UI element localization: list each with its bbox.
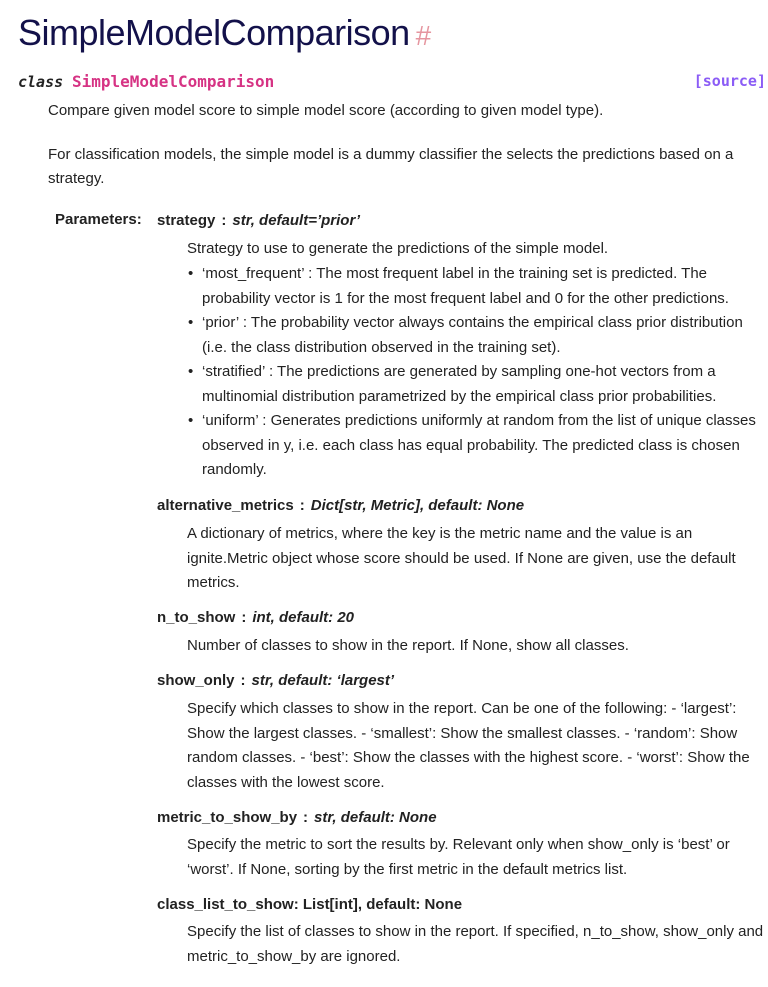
param-name: show_only [157, 672, 235, 689]
param-separator: : [299, 497, 305, 514]
param-alternative-metrics-description: A dictionary of metrics, where the key is the metric name and the value is an ignite.Metric object whose score should be used. If None are given, use the default metrics. [187, 525, 736, 591]
source-link[interactable]: [source] [693, 72, 766, 90]
param-separator: : [240, 672, 246, 689]
param-type: int, default: 20 [252, 609, 355, 626]
param-separator: : [241, 609, 247, 626]
class-name: SimpleModelComparison [72, 72, 275, 91]
param-alternative-metrics-heading [157, 496, 524, 516]
param-name: n_to_show [157, 609, 236, 626]
list-item: • ‘stratified’ : The predictions are generated by sampling one-hot vectors from a multinomial distribution parametrized by the empirical class prior probabilities. [187, 360, 767, 409]
class-signature [18, 72, 766, 94]
list-item: • ‘prior’ : The probability vector always contains the empirical class prior distribution (i.e. the class distribution observed in the training set). [187, 311, 767, 360]
param-class-list-to-show-description: Specify the list of classes to show in the report. If specified, n_to_show, show_only and metric_to_show_by are ignored. [187, 923, 764, 965]
param-type: Dict[str, Metric], default: None [310, 497, 525, 514]
param-show-only-description: Specify which classes to show in the report. Can be one of the following: - ‘largest’: Show the largest classes. - ‘smallest’: Show the smallest classes. - ‘random’: Show random classes. - ‘best’: Show the classes with the highest score. - ‘worst’: Show the classes with the lowest score. [187, 700, 750, 791]
param-strategy-heading [157, 211, 360, 231]
parameters-label: Parameters: [55, 211, 142, 228]
permalink-anchor[interactable]: # [415, 20, 431, 51]
param-separator: : [303, 809, 309, 826]
page-title [18, 12, 431, 54]
param-n-to-show-description: Number of classes to show in the report. If None, show all classes. [187, 637, 629, 654]
class-keyword: class [18, 73, 64, 91]
param-name: metric_to_show_by [157, 809, 298, 826]
intro-paragraph: For classification models, the simple model is a dummy classifier the selects the predictions based on a strategy. [48, 146, 734, 187]
param-name: alternative_metrics [157, 497, 294, 514]
page-title-text: SimpleModelComparison [18, 12, 410, 53]
param-show-only-heading [157, 671, 394, 691]
list-item: • ‘most_frequent’ : The most frequent label in the training set is predicted. The probability vector is 1 for the most frequent label and 0 for the other predictions. [187, 262, 767, 311]
param-name: class_list_to_show: List[int], default: None [157, 896, 463, 913]
param-metric-to-show-by-heading [157, 808, 437, 828]
intro-paragraph: Compare given model score to simple model score (according to given model type). [48, 102, 604, 119]
param-n-to-show-heading [157, 608, 354, 628]
param-metric-to-show-by-description: Specify the metric to sort the results by. Relevant only when show_only is ‘best’ or ‘worst’. If None, sorting by the first metric in the default metrics list. [187, 836, 730, 878]
param-type: str, default: None [314, 809, 437, 826]
param-separator: : [221, 212, 227, 229]
param-class-list-to-show-heading [157, 895, 462, 915]
param-name: strategy [157, 212, 216, 229]
param-type: str, default=’prior’ [232, 212, 361, 229]
strategy-options-list [187, 262, 767, 483]
param-type: str, default: ‘largest’ [251, 672, 395, 689]
list-item: • ‘uniform’ : Generates predictions uniformly at random from the list of unique classes observed in y, i.e. each class has equal probability. The predicted class is chosen randomly. [187, 409, 767, 483]
param-strategy-description: Strategy to use to generate the predictions of the simple model. [187, 240, 609, 257]
